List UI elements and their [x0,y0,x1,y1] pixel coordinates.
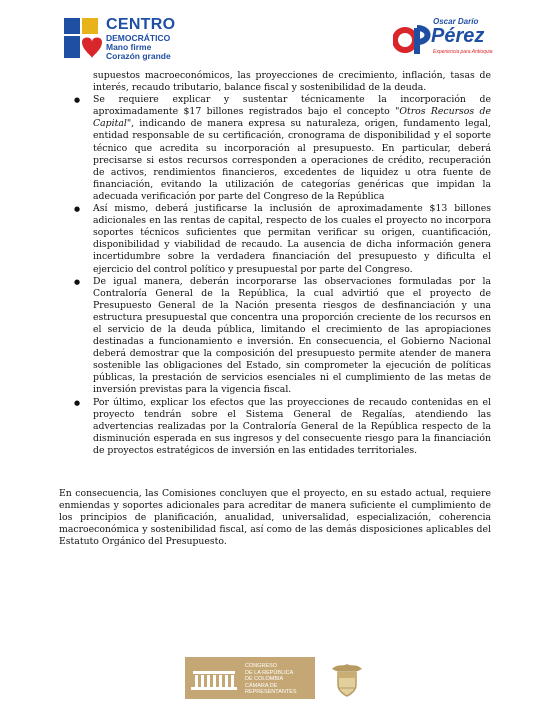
coat-of-arms-icon [328,661,366,699]
logo-slogan [106,43,171,61]
congress-line2: DE LA REPÚBLICA [245,669,294,676]
logo-first-name: Oscar Darío [433,17,479,26]
conclusion-paragraph: En consecuencia, las Comisiones concluyen que el proyecto, en su estado actual, requiere enmiendas y soportes adicionales para acreditar de manera suficiente el cumplimiento de los principios de planificación, anualidad, universalidad, especialización, coherencia macroeconómica y sostenibilidad fiscal, así como de las demás disposiciones aplicables del Estatuto Orgánico del Presupuesto. [59,488,491,548]
congress-line1: CONGRESO [245,663,278,669]
list-item: ● Por último, explicar los efectos que las proyecciones de recaudo contenidas en el proyecto tendrán sobre el Sistema General de Regalías, atendiendo las advertencias realizadas por la Contraloría General de la República respecto de la disminución esperada en sus ingresos y del consecuente riesgo para la financiación de proyectos estratégicos de inversión en las entidades territoriales. [59,397,491,457]
continued-paragraph: supuestos macroeconómicos, las proyecciones de crecimiento, inflación, tasas de interés, recaudo tributario, balance fiscal y sostenibilidad de la deuda. [93,70,491,94]
logo-last-name: Pérez [431,25,485,47]
logo-line-centro: CENTRO [106,16,176,33]
logo-slogan-line1: Mano firme [106,42,152,52]
capitol-building-icon [191,667,237,691]
centro-democratico-logo [60,14,200,64]
document-body [59,70,491,558]
party-emblem-icon [60,14,104,62]
list-item-text: ", indicando de manera expresa su naturaleza, origen, fundamento legal, entidad responsable de su certificación, cronograma de disponibilidad y el soporte técnico que acredita su incorporación al presupuesto. En particular, deberá precisarse si estos recursos corresponden a operaciones de crédito, recuperación de activos, rendimientos financieros, excedentes de liquidez u otra fuente de financiación, evitando la utilización de categorías genéricas que impidan la adecuada verificación por parte del Congreso de la República [93,118,491,202]
list-item-italic: Otros Recursos de Capital [93,106,491,130]
list-item: ● Así mismo, deberá justificarse la inclusión de aproximadamente $13 billones adicionales en las rentas de capital, respecto de los cuales el proyecto no incorpora soportes técnicos suficientes que permitan verificar su origen, cuantificación, disponibilidad y viabilidad de recaudo. La ausencia de dicha información genera incertidumbre sobre la verdadera financiación del presupuesto y dificulta el ejercicio del control político y presupuestal por parte del Congreso. [59,203,491,276]
congress-line4: CÁMARA DE REPRESENTANTES [245,682,297,695]
logo-line-democratico: DEMOCRÁTICO [106,33,171,43]
op-monogram-icon [393,22,431,58]
list-item-text: Se requiere explicar y sustentar técnicamente la incorporación de aproximadamente $17 billones registrados bajo el concepto " [93,94,491,118]
congress-line3: DE COLOMBIA [245,676,284,682]
requirements-list [59,94,491,457]
logo-tagline: Experiencia para Antioquia [433,49,493,55]
list-item: ● De igual manera, deberán incorporarse las observaciones formuladas por la Contraloría General de la República, la cual advirtió que el proyecto de Presupuesto General de la Nación presenta riesgos de desfinanciación y una estructura presupuestal que concentra una proporción creciente de los recursos en el servicio de la deuda pública, limitando el crecimiento de las apropiaciones destinadas a funcionamiento e inversión. En consecuencia, el Gobierno Nacional deberá demostrar que la composición del presupuesto permite atender de manera sostenible las obligaciones del Estado, sin comprometer la ejecución de políticas públicas, la prestación de servicios esenciales ni el cumplimiento de las metas de inversión previstas para la vigencia fiscal. [59,276,491,397]
oscar-dario-perez-logo [393,16,493,60]
congress-text [245,663,315,696]
congress-logo [185,657,315,699]
logo-slogan-line2: Corazón grande [106,51,171,61]
list-item [59,94,491,203]
footer [185,657,371,701]
